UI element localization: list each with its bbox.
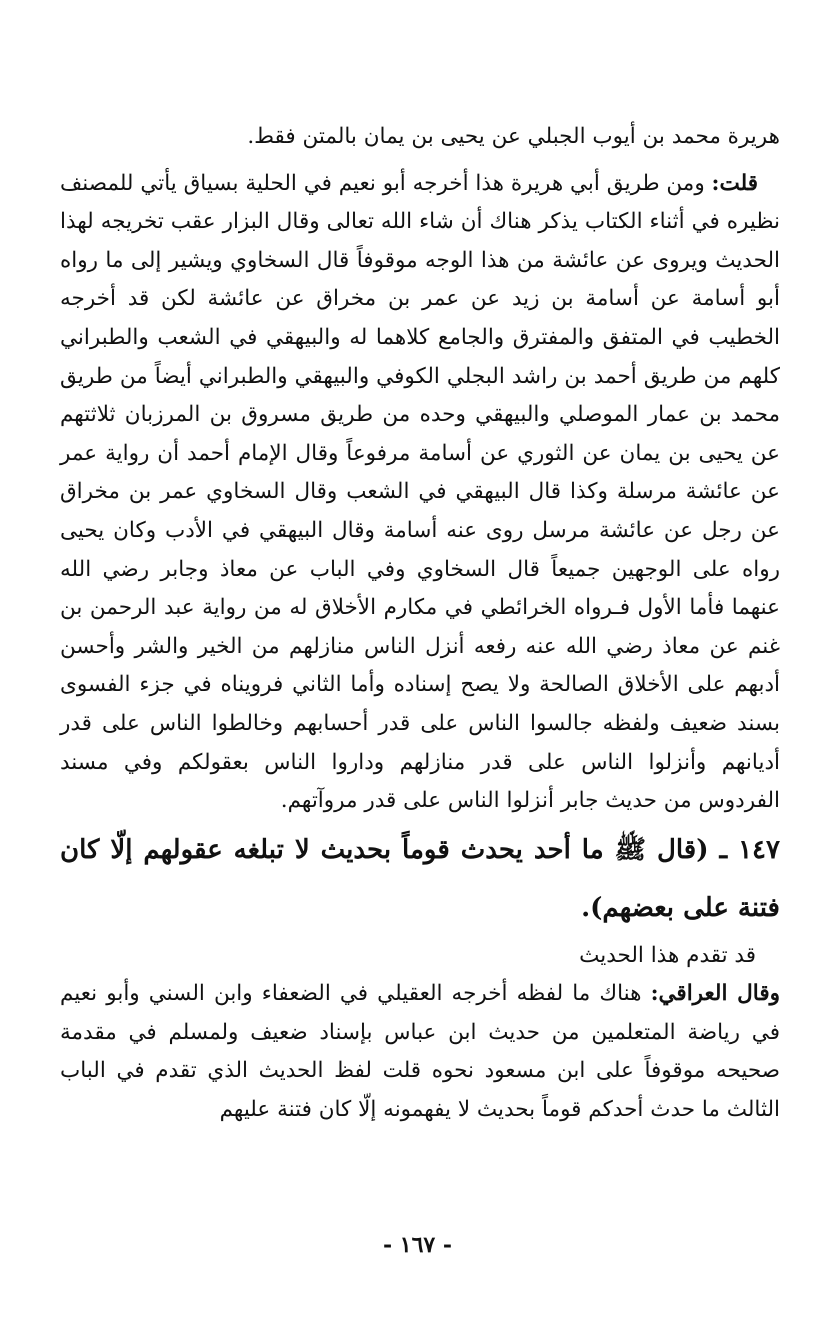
paragraph-2-lead: قلت: xyxy=(711,170,758,196)
paragraph-3-lead: وقال العراقي: xyxy=(650,981,780,1007)
paragraph-3-text: هناك ما لفظه أخرجه العقيلي في الضعفاء وابن السني وأبو نعيم في رياضة المتعلمين من حديث ابن عباس بإسناد ضعيف ولمسلم في مقدمة صحيحه موقوفاً على ابن مسعود نحوه قلت لفظ الحديث الذي تقدم في الباب الثالث ما حدث أحدكم قوماً بحديث لا يفهمونه إلّا كان فتنة عليهم xyxy=(60,981,780,1123)
page-body xyxy=(60,118,780,1130)
paragraph-1: هريرة محمد بن أيوب الجبلي عن يحيى بن يمان بالمتن فقط. xyxy=(247,124,780,149)
hadith-heading: ١٤٧ ـ (قال ﷺ ما أحد يحدث قوماً بحديث لا تبلغه عقولهم إلّا كان فتنة على بعضهم). xyxy=(60,834,780,923)
paragraph-3 xyxy=(60,975,780,1129)
paragraph-2-text: ومن طريق أبي هريرة هذا أخرجه أبو نعيم في الحلية بسياق يأتي للمصنف نظيره في أثناء الكتاب يذكر هناك أن شاء الله تعالى وقال البزار عقب تخريجه لهذا الحديث ويروى عن عائشة من هذا الوجه موقوفاً قال السخاوي ويشير إلى ما رواه أبو أسامة عن أسامة بن زيد عن عمر بن مخراق عن عائشة لكن قد أخرجه الخطيب في المتفق والمفترق والجامع كلاهما له والبيهقي في الشعب والطبراني كلهم من طريق أحمد بن راشد البجلي الكوفي والبيهقي والطبراني أيضاً من طريق محمد بن عمار الموصلي والبيهقي وحده من طريق مسروق بن المرزبان ثلاثتهم عن يحيى بن يمان عن الثوري عن أسامة مرفوعاً وقال الإمام أحمد أن رواية عمر عن عائشة مرسلة وكذا قال البيهقي في الشعب وقال السخاوي عمر بن مخراق عن رجل عن عائشة مرسل روى عنه أسامة وقال البيهقي في الأدب وكان يحيى رواه على الوجهين جميعاً قال السخاوي وفي الباب عن معاذ وجابر رضي الله عنهما فأما الأول فـرواه الخرائطي في مكارم الأخلاق له من رواية عبد الرحمن بن غنم عن معاذ رضي الله عنه رفعه أنزل الناس منازلهم من الخير والشر وأحسن أدبهم على الأخلاق الصالحة ولا يصح إسناده وأما الثاني فرويناه في جزء الفسوى بسند ضعيف ولفظه جالسوا الناس على قدر أحسابهم وخالطوا الناس على قدر أديانهم وأنزلوا الناس على قدر منازلهم وداروا الناس بعقولكم وفي مسند الفردوس من حديث جابر أنزلوا الناس على قدر مروآتهم. xyxy=(60,170,780,814)
page-number: - ١٦٧ - xyxy=(382,1232,453,1258)
note-line: قد تقدم هذا الحديث xyxy=(579,942,756,968)
paragraph-2 xyxy=(60,165,780,821)
